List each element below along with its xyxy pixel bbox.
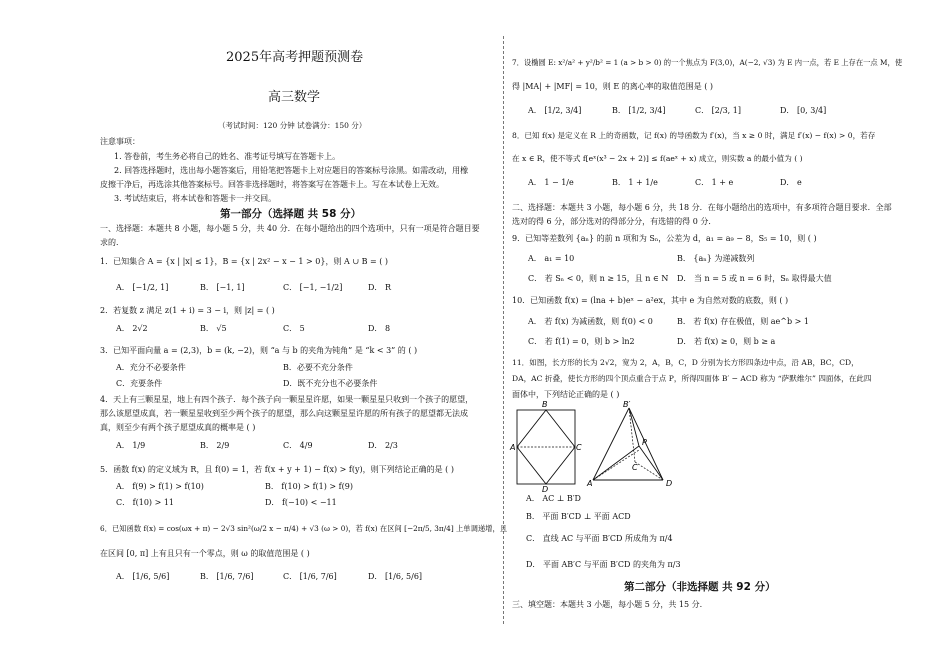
q11-tetrahedron-figure [587,398,677,493]
q11-option-a[interactable]: A． AC ⊥ B′D [526,494,581,503]
q3-stem: 3．已知平面向量 a = (2,3)，b = (k, −2)，则 “a 与 b 的夹角为钝角” 是 “k < 3” 的 ( ) [100,346,418,355]
q2-option-b[interactable]: B． √5 [200,324,227,333]
q10-option-b[interactable]: B． 若 f(x) 存在极值，则 ae^b > 1 [677,317,809,326]
q11-stem-1: 11．如图，长方形的长为 2√2，宽为 2，A，B，C，D 分别为长方形四条边中点，沿 AB，BC，CD， [512,358,859,367]
q4-option-d[interactable]: D． 2/3 [368,441,398,450]
q10-option-d[interactable]: D． 若 f(x) ≥ 0，则 b ≥ a [677,337,776,346]
exam-subtitle: 高三数学 [268,90,321,105]
q4-option-a[interactable]: A． 1/9 [116,441,146,450]
part1-intro: 一、选择题：本题共 8 小题，每小题 5 分，共 40 分．在每小题给出的四个选项中，只有一项是符合题目要 [100,224,480,233]
q11-stem-3: 面体中，下列结论正确的是 ( ) [512,390,620,399]
q8-option-c[interactable]: C． 1 + e [695,178,734,187]
q6-option-d[interactable]: D． [1/6, 5/6] [368,572,423,581]
figure-label-d2: D [666,479,673,488]
q2-option-a[interactable]: A． 2√2 [116,324,148,333]
q7-option-d[interactable]: D． [0, 3/4] [780,106,827,115]
q5-option-d[interactable]: D． f(−10) < −11 [265,498,337,507]
q10-stem: 10．已知函数 f(x) = (lna + b)eˣ − a²ex，其中 e 为自然对数的底数，则 ( ) [512,296,789,305]
q9-option-c[interactable]: C． 若 Sₙ < 0，则 n ≥ 15，且 n ∈ N [528,274,669,283]
q4-option-c[interactable]: C． 4/9 [283,441,313,450]
q8-option-d[interactable]: D． e [780,178,802,187]
q10-option-c[interactable]: C． 若 f(1) = 0，则 b > ln2 [528,337,635,346]
exam-info: （考试时间：120 分钟 试卷满分：150 分） [218,121,367,130]
q6-stem-1: 6．已知函数 f(x) = cos(ωx + π) − 2√3 sin²(ω/2 x − π/4) + √3 (ω > 0)，若 f(x) 在区间 [−2π/5, 3π/4] 上单调递增，且 [100,524,508,533]
q2-stem: 2．若复数 z 满足 z(1 + i) = 3 − i，则 |z| = ( ) [100,306,275,315]
note-3: 3. 考试结束后，将本试卷和答题卡一并交回。 [114,194,277,203]
part1-heading: 第一部分（选择题 共 58 分） [220,208,362,220]
note-2-cont: 皮擦干净后，再选涂其他答案标号。回答非选择题时，将答案写在答题卡上。写在本试卷上无效。 [100,180,444,189]
q4-stem-3: 真，则至少有两个孩子愿望成真的概率是 ( ) [100,423,256,432]
q1-option-d[interactable]: D． R [368,283,391,292]
exam-title: 2025年高考押题预测卷 [226,50,364,65]
q5-stem: 5．函数 f(x) 的定义域为 R，且 f(0) = 1，若 f(x + y + 1) − f(x) > f(y)，则下列结论正确的是 ( ) [100,465,454,474]
q7-stem-1: 7．设椭圆 E: x²/a² + y²/b² = 1 (a > b > 0) 的一个焦点为 F(3,0)，A(−2, √3) 为 E 内一点，若 E 上存在一点 M，使 [512,58,903,67]
q4-option-b[interactable]: B． 2/9 [200,441,230,450]
q3-option-a[interactable]: A．充分不必要条件 [116,363,186,372]
q6-option-b[interactable]: B． [1/6, 7/6] [200,572,254,581]
q4-stem-2: 那么该愿望成真，若一颗星星收到至少两个孩子的愿望，那么向这颗星星许愿的所有孩子的愿望都无法成 [100,409,468,418]
q6-option-a[interactable]: A． [1/6, 5/6] [116,572,170,581]
q7-option-a[interactable]: A． [1/2, 3/4] [528,106,582,115]
q2-option-c[interactable]: C． 5 [283,324,305,333]
figure-label-d: D [542,485,549,494]
q8-stem-1: 8．已知 f(x) 是定义在 R 上的奇函数，记 f(x) 的导函数为 f′(x)，当 x ≥ 0 时，满足 f′(x) − f(x) > 0，若存 [512,131,876,140]
figure-label-p: P [642,438,647,447]
part1-intro-cont: 求的． [100,238,124,247]
part1b-intro: 二、选择题：本题共 3 小题，每小题 6 分，共 18 分．在每小题给出的选项中，有多项符合题目要求．全部 [512,203,892,212]
part2-heading: 第二部分（非选择题 共 92 分） [624,581,776,593]
part1b-intro-cont: 选对的得 6 分，部分选对的得部分分，有选错的得 0 分． [512,217,717,226]
q9-stem: 9．已知等差数列 {aₙ} 的前 n 项和为 Sₙ，公差为 d，a₁ = a₉ − 8，S₅ = 10，则 ( ) [512,234,817,243]
q11-stem-2: DA，AC 折叠，使长方形的四个顶点重合于点 P，所得四面体 B′ − ACD 称为 “萨默维尔” 四面体，在此四 [512,374,872,383]
q8-option-b[interactable]: B． 1 + 1/e [612,178,658,187]
q4-stem-1: 4．天上有三颗星星，地上有四个孩子．每个孩子向一颗星星许愿，如果一颗星星只收到一个孩子的愿望， [100,395,474,404]
q2-option-d[interactable]: D． 8 [368,324,391,333]
q3-option-c[interactable]: C．充要条件 [116,379,163,388]
q1-option-c[interactable]: C． [−1, −1/2] [283,283,343,292]
q9-option-b[interactable]: B． {aₙ} 为递减数列 [677,254,755,263]
column-divider [503,36,504,624]
part2-intro: 三、填空题：本题共 3 小题，每小题 5 分，共 15 分. [512,600,703,609]
q5-option-a[interactable]: A． f(9) > f(1) > f(10) [116,482,204,491]
q11-option-d[interactable]: D． 平面 AB′C 与平面 B′CD 的夹角为 π/3 [526,560,681,569]
figure-label-a2: A [587,479,593,488]
q3-option-b[interactable]: B．必要不充分条件 [283,363,353,372]
q1-option-a[interactable]: A． [−1/2, 1] [116,283,169,292]
q7-option-b[interactable]: B． [1/2, 3/4] [612,106,666,115]
q5-option-c[interactable]: C． f(10) > 11 [116,498,175,507]
figure-label-c: C [576,443,582,452]
q1-option-b[interactable]: B． [−1, 1] [200,283,245,292]
q10-option-a[interactable]: A． 若 f(x) 为减函数，则 f(0) < 0 [528,317,653,326]
notes-heading: 注意事项： [100,137,140,146]
note-1: 1. 答卷前，考生务必将自己的姓名、准考证号填写在答题卡上。 [114,152,341,161]
figure-label-b: B [542,400,548,409]
q8-stem-2: 在 x ∈ R，使不等式 f[eˣ(x³ − 2x + 2)] ≤ f(aeˣ + x) 成立，则实数 a 的最小值为 ( ) [512,154,803,163]
figure-label-bprime: B′ [623,400,631,409]
q6-option-c[interactable]: C． [1/6, 7/6] [283,572,337,581]
q11-rectangle-figure [512,398,582,493]
q9-option-d[interactable]: D． 当 n = 5 或 n = 6 时，Sₙ 取得最大值 [677,274,832,283]
figure-label-c2: C [632,463,638,472]
q11-option-b[interactable]: B． 平面 B′CD ⊥ 平面 ACD [526,512,631,521]
q11-option-c[interactable]: C． 直线 AC 与平面 B′CD 所成角为 π/4 [526,534,673,543]
q1-stem: 1．已知集合 A = {x | |x| ≤ 1}，B = {x | 2x² − x − 1 > 0}，则 A ∪ B = ( ) [100,257,389,266]
q5-option-b[interactable]: B． f(10) > f(1) > f(9) [265,482,353,491]
q6-stem-2: 在区间 [0, π] 上有且只有一个零点，则 ω 的取值范围是 ( ) [100,549,310,558]
q3-option-d[interactable]: D．既不充分也不必要条件 [283,379,378,388]
note-2: 2. 回答选择题时，选出每小题答案后，用铅笔把答题卡上对应题目的答案标号涂黑。如需改动，用橡 [114,166,469,175]
q9-option-a[interactable]: A． a₁ = 10 [528,254,575,263]
q7-option-c[interactable]: C． [2/3, 1] [695,106,741,115]
q8-option-a[interactable]: A． 1 − 1/e [528,178,574,187]
figure-label-a: A [510,443,516,452]
q7-stem-2: 得 |MA| + |MF| = 10，则 E 的离心率的取值范围是 ( ) [512,82,714,91]
